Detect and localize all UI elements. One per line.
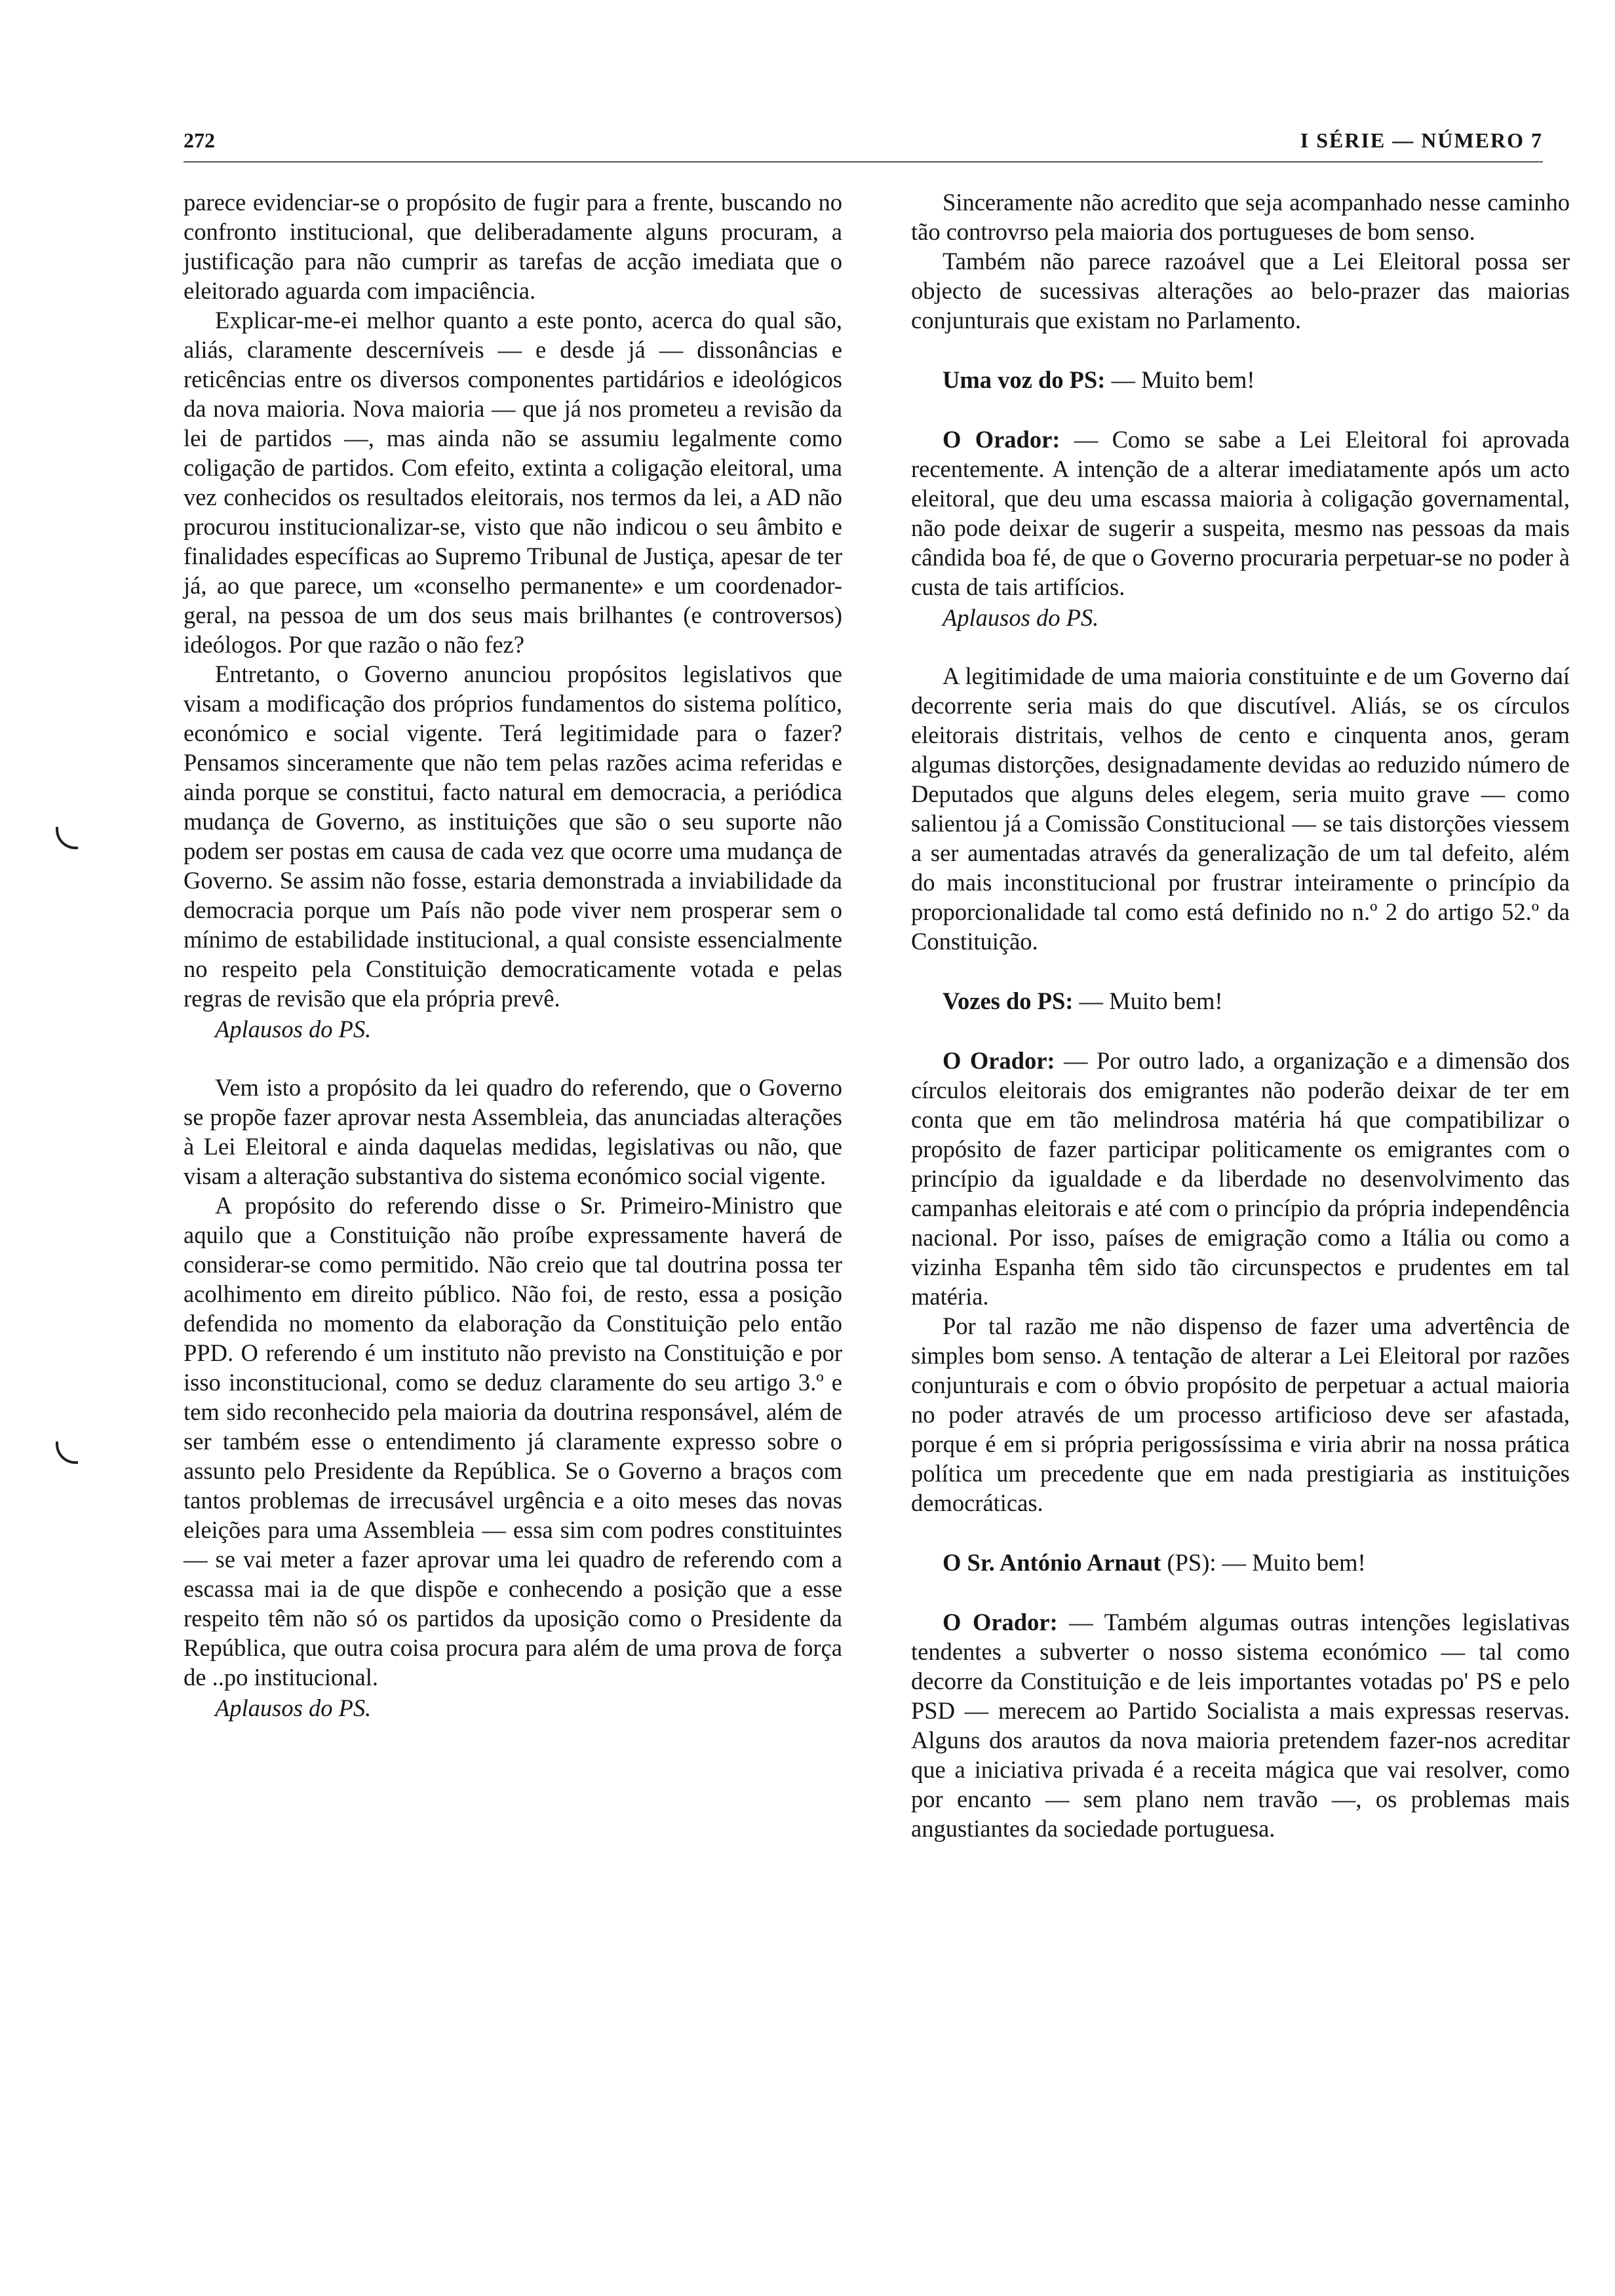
- page-header: [184, 128, 1543, 163]
- speech-paragraph: [911, 425, 1570, 602]
- left-column: [184, 187, 842, 1723]
- paragraph: Sinceramente não acredito que seja acompanhado nesse caminho tão controvrso pela maioria dos portugueses de bom senso.: [911, 189, 1570, 245]
- speaker-label: O Sr. António Arnaut: [943, 1549, 1161, 1576]
- series-number: I SÉRIE — NÚMERO 7: [1300, 128, 1543, 152]
- applause-note: Aplausos do PS.: [215, 1016, 372, 1043]
- speaker-label: O Orador:: [943, 1609, 1058, 1636]
- paragraph: Por tal razão me não dispenso de fazer uma advertência de simples bom senso. A tentação de alterar a Lei Eleitoral por razões conjunturais e com o óbvio propósito de perpetuar a actual maioria no poder através de um processo artificioso deve ser afastada, porque é em si própria perigossíssima e viria abrir na nossa prática política um precedente que em nada prestigiaria as instituições democráticas.: [911, 1312, 1570, 1516]
- paragraph: A legitimidade de uma maioria constituinte e de um Governo daí decorrente seria mais do que discutível. Aliás, se os círculos eleitorais distritais, velhos de cento e cinquenta anos, geram algumas distorções, designadamente devidas ao reduzido número de Deputados que alguns deles elegem, seria muito grave — como salientou já a Comissão Constitucional — se tais distorções viessem a ser aumentadas através da generalização de um tal defeito, além do mais inconstitucional por frustrar inteiramente o princípio da proporcionalidade tal como está definido no n.º 2 do artigo 52.º da Constituição.: [911, 662, 1570, 955]
- paragraph: parece evidenciar-se o propósito de fugir para a frente, buscando no confronto institucional, que deliberadamente alguns procuram, a justificação para não cumprir as tarefas de acção imediata que o eleitorado aguarda com impaciência.: [184, 189, 842, 304]
- speaker-label: Vozes do PS:: [943, 987, 1074, 1014]
- paragraph: Vem isto a propósito da lei quadro do referendo, que o Governo se propõe fazer aprovar nesta Assembleia, das anunciadas alterações à Lei Eleitoral e ainda daquelas medidas, legislativas ou não, que visam a alteração substantiva do sistema económico social vigente.: [184, 1074, 842, 1189]
- speech-text: — Por outro lado, a organização e a dimensão dos círculos eleitorais dos emigrantes não poderão deixar de ter em conta que em tão melindrosa matéria há que compatibilizar o propósito de fazer participar politicamente os emigrantes com o princípio da igualdade e da liberdade no desenvolvimento das campanhas eleitorais e até com o princípio da própria independência nacional. Por isso, países de emigração como a Itália ou como a vizinha Espanha têm sido tão circunspectos e prudentes em tal matéria.: [911, 1047, 1570, 1310]
- speaker-label: O Orador:: [943, 1047, 1055, 1074]
- margin-mark: [56, 1442, 78, 1464]
- speech-paragraph: [911, 1046, 1570, 1311]
- page-number: 272: [184, 128, 215, 152]
- paragraph: Explicar-me-ei melhor quanto a este ponto, acerca do qual são, aliás, claramente descerníveis — e desde já — dissonâncias e reticências entre os diversos componentes partidários e ideológicos da nova maioria. Nova maioria — que já nos prometeu a revisão da lei de partidos —, mas ainda não se assumiu legalmente como coligação de partidos. Com efeito, extinta a coligação eleitoral, uma vez conhecidos os resultados eleitorais, nos termos da lei, a AD não procurou institucionalizar-se, visto que não indicou o seu âmbito e finalidades específicas ao Supremo Tribunal de Justiça, apesar de ter já, ao que parece, um «conselho permanente» e um coordenador-geral, na pessoa de um dos seus mais brilhantes (e controversos) ideólogos. Por que razão o não fez?: [184, 307, 842, 658]
- paragraph: Também não parece razoável que a Lei Eleitoral possa ser objecto de sucessivas alterações ao belo-prazer das maiorias conjunturais que existam no Parlamento.: [911, 248, 1570, 334]
- interjection: [911, 1548, 1570, 1577]
- speech-text: — Como se sabe a Lei Eleitoral foi aprovada recentemente. A intenção de a alterar imediatamente após um acto eleitoral, que deu uma escassa maioria à coligação governamental, não pode deixar de sugerir a suspeita, mesmo nas pessoas da mais cândida boa fé, de que o Governo procuraria perpetuar-se no poder à custa de tais artifícios.: [911, 426, 1570, 600]
- interjection-text: — Muito bem!: [1105, 366, 1255, 393]
- speaker-label: Uma voz do PS:: [943, 366, 1106, 393]
- applause-note: Aplausos do PS.: [215, 1694, 372, 1721]
- applause-note: Aplausos do PS.: [943, 604, 1099, 631]
- paragraph: Entretanto, o Governo anunciou propósitos legislativos que visam a modificação dos próprios fundamentos do sistema político, económico e social vigente. Terá legitimidade para o fazer? Pensamos sinceramente que não tem pelas razões acima referidas e ainda porque se constitui, facto natural em democracia, a periódica mudança de Governo, as instituições que são o seu suporte não podem ser postas em causa de cada vez que ocorre uma mudança de Governo. Se assim não fosse, estaria demonstrada a inviabilidade da democracia porque um País não pode viver nem prosperar sem o mínimo de estabilidade institucional, a qual consiste essencialmente no respeito pela Constituição democraticamente votada e pelas regras de revisão que ela própria prevê.: [184, 660, 842, 1012]
- right-column: [911, 187, 1570, 1843]
- paragraph: A propósito do referendo disse o Sr. Primeiro-Ministro que aquilo que a Constituição não proíbe expressamente haverá de considerar-se como permitido. Não creio que tal doutrina possa ter acolhimento em direito público. Não foi, de resto, essa a posição defendida no momento da elaboração da Constituição pelo então PPD. O referendo é um instituto não previsto na Constituição e por isso inconstitucional, como se deduz claramente do seu artigo 3.º e tem sido reconhecido pela maioria da doutrina responsável, além de ser também esse o entendimento já claramente expresso sobre o assunto pelo Presidente da República. Se o Governo a braços com tantos problemas de irrecusável urgência e a oito meses das novas eleições para uma Assembleia — essa sim com podres constituintes — se vai meter a fazer aprovar uma lei quadro de referendo com a escassa mai ia de que dispõe e conhecendo a posição que a esse respeito têm não só os partidos da uposição como o Presidente da República, que outra coisa procura para além de uma prova de força de ..po institucional.: [184, 1192, 842, 1691]
- margin-mark: [56, 827, 78, 849]
- interjection: [911, 365, 1570, 394]
- speech-paragraph: [911, 1607, 1570, 1843]
- interjection: [911, 986, 1570, 1016]
- speaker-label: O Orador:: [943, 426, 1060, 453]
- interjection-text: (PS): — Muito bem!: [1161, 1549, 1366, 1576]
- interjection-text: — Muito bem!: [1073, 987, 1223, 1014]
- speech-text: — Também algumas outras intenções legislativas tendentes a subverter o nosso sistema económico — tal como decorre da Constituição e de leis importantes votadas po' PS e pelo PSD — merecem ao Partido Socialista a mais expressas reservas. Alguns dos arautos da nova maioria pretendem fazer-nos acreditar que a iniciativa privada é a receita mágica que vai resolver, como por encanto — sem plano nem travão —, os problemas mais angustiantes da sociedade portuguesa.: [911, 1609, 1570, 1842]
